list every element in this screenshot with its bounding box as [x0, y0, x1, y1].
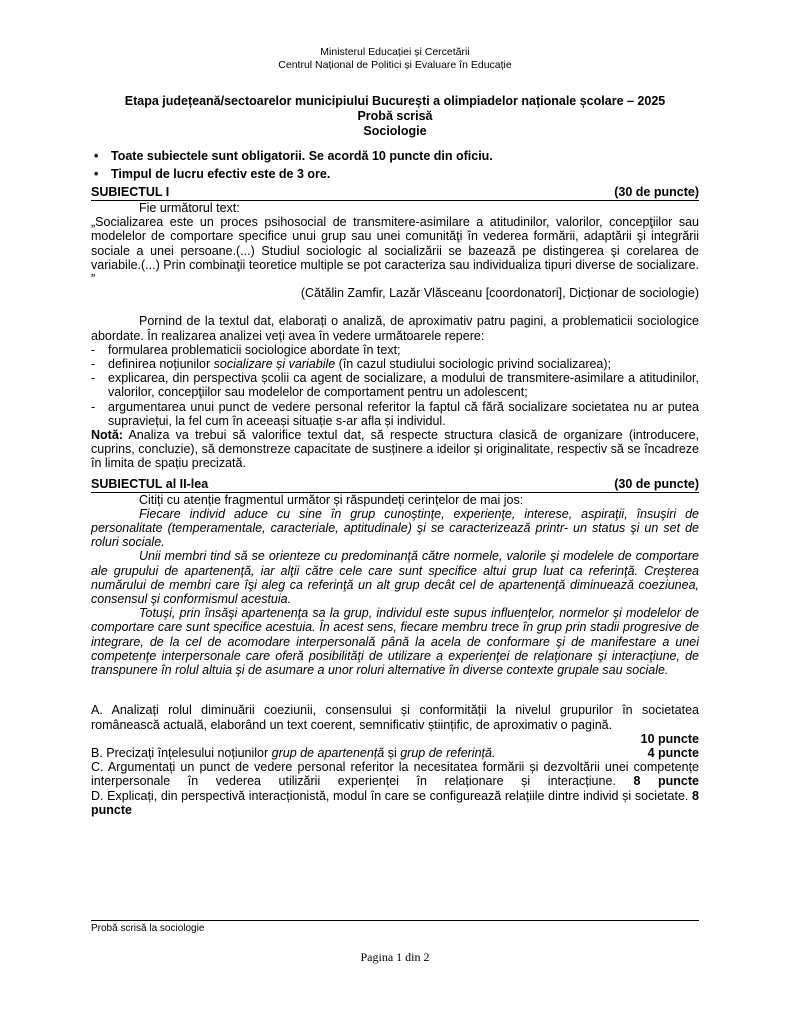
- task-italic-text: grup de apartenență: [271, 745, 385, 760]
- subject-1-title: SUBIECTUL I: [91, 185, 170, 199]
- subject-1-intro: Fie următorul text:: [139, 201, 240, 215]
- instructions-list: [91, 147, 699, 183]
- title-line-2: Probă scrisă: [357, 109, 433, 123]
- subject-2-paragraph: Fiecare individ aduce cu sine în grup cunoştinţe, experienţe, interese, aspiraţii, însuşiri de personalitate (temperamentale, caracteriale, aptitudinale) şi se caracterizează printr- un status şi un set de roluri sociale.: [91, 506, 699, 550]
- task-b-text: [91, 746, 495, 760]
- item-text: (în cazul studiului sociologic privind socializarea);: [335, 357, 612, 372]
- task-d-text: D. Explicați, din perspectivă interacționistă, modul în care se configurează relațiile dintre individ și societate.: [91, 788, 689, 803]
- task-a-points: [91, 732, 699, 746]
- subject-1-item: - explicarea, din perspectiva școlii ca agent de socializare, a modului de transmitere-asimilare a atitudinilor, valorilor, concepţiilor sau modelelor de comportament pentru un adolescent;: [91, 371, 699, 399]
- task-a: A. Analizați rolul diminuării coeziunii, consensului și conformității la nivelul grupurilor în societatea românească actuală, elaborând un text coerent, semnificativ științific, de aproximativ o pagină.: [91, 703, 699, 732]
- subject-2-points: (30 de puncte): [614, 476, 699, 491]
- instruction-item: • Toate subiectele sunt obligatorii. Se acordă 10 puncte din oficiu.: [91, 147, 699, 165]
- note-label: Notă:: [91, 428, 123, 443]
- exam-title: [91, 94, 699, 139]
- subject-1-heading: [91, 185, 699, 201]
- task-c: [91, 760, 699, 788]
- task-c-points: 8 puncte: [633, 774, 699, 789]
- page-number: Pagina 1 din 2: [360, 950, 430, 964]
- subject-1-task: Pornind de la textul dat, elaborați o analiză, de aproximativ patru pagini, a problematicii sociologice abordate. În realizarea analizei veți avea în vedere următoarele repere:: [91, 314, 699, 343]
- task-text: și: [384, 745, 401, 760]
- subject-2-paragraph: Totuşi, prin însăşi apartenenţa sa la grup, individul este supus influenţelor, normelor şi modelelor de comportare care sunt specifice acestuia. În acest sens, fiecare membru trece în grup prin stadii progresive de integrare, de la cel de acomodare interpersonală până la acela de conformare şi de manifestare a unei competenţe interpersonale care oferă posibilităţi de utilizare a experienţei de relaţionare şi interacţiune, de transpunere în rolul altuia şi de asumare a unor roluri alternative în diverse contexte grupale sau sociale.: [91, 606, 699, 678]
- task-b-points: 4 puncte: [647, 745, 699, 760]
- exam-page: [91, 0, 699, 1024]
- subject-1-source: (Cătălin Zamfir, Lazăr Vlăsceanu [coordonatori], Dicționar de sociologie): [300, 286, 699, 301]
- task-d-points: 8 puncte: [91, 788, 699, 817]
- subject-2-intro: Citiți cu atenție fragmentul următor și răspundeți cerințelor de mai jos:: [139, 492, 524, 507]
- subject-2-heading: [91, 477, 699, 493]
- subject-1-item: - formularea problematicii sociologice abordate în text;: [91, 343, 699, 357]
- task-italic-text: grup de referință.: [400, 745, 496, 760]
- subject-1-quote: „Socializarea este un proces psihosocial de transmitere-asimilare a atitudinilor, valorilor, concepţiilor sau modelelor de comportare specifice unui grup sau unei comunităţi în vederea formării, adaptării şi integrării sociale a unei persoane.(...) Studiul sociologic al socializării se bazează pe distingerea şi corelarea de variabile.(...) Prin combinaţii teoretice multiple se pot caracteriza sau individualiza tipuri diverse de socializare. ”: [91, 215, 699, 287]
- subject-1-points: (30 de puncte): [614, 185, 699, 199]
- task-text: B. Precizați înțelesului noțiunilor: [91, 745, 272, 760]
- title-line-3: Sociologie: [363, 124, 427, 138]
- subject-2-title: SUBIECTUL al II-lea: [91, 476, 209, 491]
- task-c-text: C. Argumentați un punct de vedere personal referitor la necesitatea formării și dezvoltării unei competențe interpersonale în vederea utilizării experienței în relaționare și interacțiune.: [91, 760, 699, 789]
- note-text: Analiza va trebui să valorifice textul dat, să respecte structura clasică de organizare (introducere, cuprins, concluzie), să demonstreze capacitate de susținere a ideilor și originalitate, respectiv să se încadreze în limita de spațiu precizată.: [91, 428, 699, 471]
- subject-2-paragraph: Unii membri tind să se orienteze cu predominanţă către normele, valorile şi modelele de comportare ale grupului de apartenenţă, iar alţii către cele care sunt specifice altui grup luat ca referinţă. Creşterea numărului de membri care îşi aleg ca referinţă un alt grup decât cel de apartenenţă diminuează coeziunea, consensul şi conformismul acestuia.: [91, 549, 699, 607]
- instruction-item: • Timpul de lucru efectiv este de 3 ore.: [91, 165, 699, 183]
- task-b: [91, 746, 699, 760]
- title-line-1: Etapa județeană/sectoarelor municipiului București a olimpiadelor naționale școlare – 2025: [124, 94, 666, 108]
- ministry-header: Ministerul Educației și Cercetării: [320, 46, 470, 58]
- item-text: definirea noțiunilor: [108, 357, 214, 372]
- footer-note: Probă scrisă la sociologie: [91, 920, 699, 934]
- points-value: 10 puncte: [640, 731, 699, 746]
- task-d: [91, 789, 699, 817]
- subject-1-note: [91, 428, 699, 471]
- item-italic-text: socializare și variabile: [213, 357, 336, 372]
- subject-1-item: [91, 357, 699, 371]
- subject-1-item: - argumentarea unui punct de vedere personal referitor la faptul că fără socializare societatea nu ar putea supraviețui, la fel cum în aceeași situație s-ar afla și individul.: [91, 400, 699, 428]
- center-header: Centrul Național de Politici și Evaluare în Educație: [278, 59, 512, 71]
